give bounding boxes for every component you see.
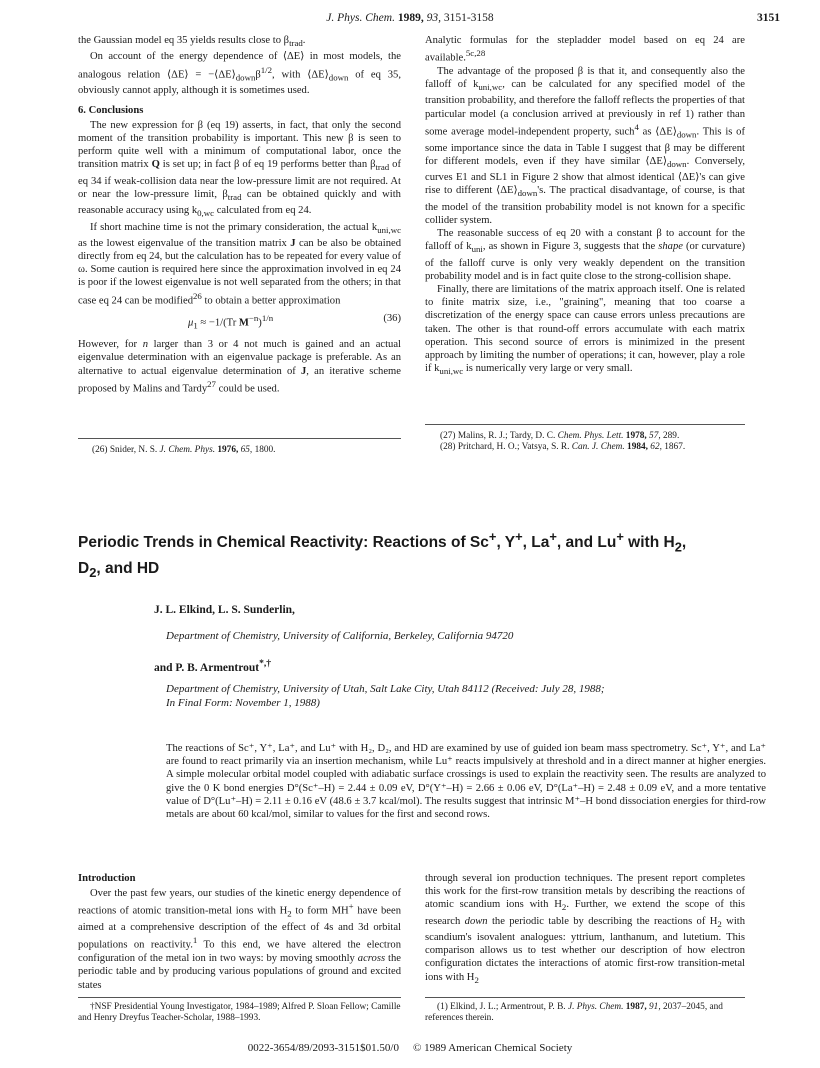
footnotes-27-28 (440, 431, 745, 453)
paragraph: However, for n larger than 3 or 4 not much is gained and an actual eigenvalue determination with an eigenvalue package is preferable. As an alternative to actual eigenvalue determination of J, an iterative scheme proposed by Malins and Tardy$^{27}$ could be used. (78, 339, 401, 395)
article-code: 0022-3654/89/2093-3151$01.50/0 (247, 1042, 399, 1054)
running-header (0, 12, 820, 24)
paragraph: Analytic formulas for the stepladder model based on eq 24 are available.$^{5c,28}$ (425, 35, 745, 64)
paragraph: The advantage of the proposed β is that it, and consequently also the falloff of $k_{uni,wc}$, can be calculated for any specified model of the transition probability, and therefore the falloff reflects the properties of that particular model (a conclusion arrived at previously in ref 1) rather than some average model-independent property, such$^4$ as $⟨\Delta E⟩_{down}$. This is of some importance since the data in Table I suggest that β may be different for different models, even if they have similar $⟨\Delta E⟩_{down}$. Conversely, curves E1 and SL1 in Figure 2 show that almost identical ⟨ΔE⟩'s can give rise to different $⟨\Delta E⟩_{down}'s$. The practical disadvantage, of course, is that the model of the transition probability model is not known for a specific collider system. (425, 65, 746, 226)
abstract-text: The reactions of Sc⁺, Y⁺, La⁺, and Lu⁺ with H₂, D₂, and HD are examined by use of guided ion beam mass spectrometry. Sc⁺, Y⁺, and La⁺ are found to react primarily via an insertion mechanism, while Lu⁺ reacts impulsively at threshold and in a direct manner at higher energies. A simple molecular orbital model coupled with adiabatic surface crossings is used to explain the reactivity seen. The results are analyzed to give the 0 K bond energies D°(Sc⁺–H) = 2.44 ± 0.09 eV, D°(Y⁺–H) = 2.66 ± 0.06 eV, D°(La⁺–H) = 2.48 ± 0.09 eV, and a more tentative value of D°(Lu⁺–H) = 2.11 ± 0.16 eV (48.6 ± 3.7 kcal/mol). The results suggest that intrinsic M⁺–H bond dissociation energies for third-row metals are about 60 kcal/mol, similar to values for the first and second rows. (166, 743, 766, 821)
article-title: Periodic Trends in Chemical Reactivity: Reactions of Sc+, Y+, La+, and Lu+ with $H_2$, $D_2$, and HD (78, 529, 687, 581)
intro-left-column (78, 872, 401, 992)
authors-line-2: and P. B. Armentrout*,† (154, 658, 272, 674)
footnote-rule (78, 997, 401, 998)
section-heading: 6. Conclusions (78, 104, 144, 116)
equation-36: $\mu_1 \approx -1/(Tr$ $M^{-n})^{1/n}$ (36) (78, 312, 401, 333)
paragraph: If short machine time is not the primary consideration, the actual $k_{uni,wc}$ as the lowest eigenvalue of the transition matrix J can be also be obtained directly from eq 24, but the calculation has to be repeated for every value of ω. Some caution is required here since the approximation involved in eq 24 is poor if the lowest eigenvalue is not well separated from the others; in that case eq 24 can be modified$^{26}$ to obtain a better approximation (78, 221, 402, 307)
footnote-rule (425, 424, 745, 425)
section-heading: Introduction (78, 873, 136, 884)
paragraph: Over the past few years, our studies of the kinetic energy dependence of reactions of atomic transition-metal ions with $H_2$ to form MH+ have been aimed at a comprehensive description of the effect of 4s and 3d orbital populations on reactivity.$^1$ To this end, we have altered the electron configuration of the metal ion in two ways: by moving smoothly across the periodic table and by producing various populations of ground and excited states (78, 888, 401, 991)
top-right-column (425, 34, 745, 379)
copyright: © 1989 American Chemical Society (412, 1042, 573, 1054)
journal-volume: 93, (426, 12, 441, 24)
paragraph: through several ion production techniques. The present report completes this work for the first-row transition metals by describing the reactions of atomic scandium ions with $H_2$. Further, we extend the scope of this research down the periodic table by describing the reactions of $H_2$ with scandium's isovalent analogues: yttrium, lanthanum, and lutetium. This comparison allows us to test whether our description of how electron configuration dictates the interactions of atomic first-row transition-metal ions with $H_2$ (425, 873, 745, 985)
authors-line-1: J. L. Elkind, L. S. Sunderlin, (154, 604, 295, 616)
paragraph: The new expression for β (eq 19) asserts, in fact, that only the second moment of the transition probability is important. This new β is seen to perform quite well with a minimum of computational labor, once the transition matrix Q is set up; in fact β of eq 19 performs better than $\beta_{trad}$ of eq 34 if weak-collision data near the low-pressure limit are not required. At or near the low-pressure limit, $\beta_{trad}$ can be obtained quickly and with reasonable accuracy using $k_{0,wc}$ calculated from eq 24. (78, 119, 401, 219)
affiliation-utah: Department of Chemistry, University of Utah, Salt Lake City, Utah 84112 (Received: July 28, 1988; In Final Form: November 1, 1988) (166, 683, 605, 709)
intro-right-column (425, 872, 745, 987)
footnote-rule (425, 997, 745, 998)
journal-pages: 3151-3158 (443, 12, 494, 24)
abstract (166, 742, 766, 821)
footnote-rule (78, 438, 401, 439)
top-left-column (78, 34, 401, 396)
footnote-28: (28) Pritchard, H. O.; Vatsya, S. R. Can. J. Chem. 1984, 62, 1867. (440, 442, 686, 453)
page-footer (0, 1042, 820, 1054)
page-number: 3151 (757, 12, 780, 24)
footnote-1: (1) Elkind, J. L.; Armentrout, P. B. J. Phys. Chem. 1987, 91, 2037–2045, and references therein. (425, 1002, 723, 1024)
affiliation-berkeley: Department of Chemistry, University of California, Berkeley, California 94720 (166, 630, 514, 642)
paragraph: The reasonable success of eq 20 with a constant β to account for the falloff of $k_{uni}$, as shown in Figure 3, suggests that the shape (or curvature) of the falloff curve is only very weakly dependent on the transition probability model and is in fact quite close to the strong-collision shape. (425, 228, 745, 282)
paragraph: the Gaussian model eq 35 yields results close to $\beta_{trad}$. (78, 35, 306, 49)
paragraph: Finally, there are limitations of the matrix approach itself. One is related to finite matrix size, i.e., "graining", meaning that too coarse a discretization of the energy space can cause errors unless precautions are taken. The other is that round-off errors accumulate with each matrix operation. This second source of errors is minimized in the present approach by limiting the number of operations; it can, however, play a role if $k_{uni,wc}$ is numerically very large or very small. (425, 284, 745, 377)
footnote-26: (26) Snider, N. S. J. Chem. Phys. 1976, 65, 1800. (92, 445, 276, 455)
paragraph: On account of the energy dependence of ⟨ΔE⟩ in most models, the analogous relation ⟨ΔE⟩ = $-⟨\Delta E⟩_{down}\beta^{1/2}$, with $⟨\Delta E⟩_{down}$ of eq 35, obviously cannot apply, although it is sometimes used. (78, 51, 402, 97)
equation-number: (36) (383, 313, 401, 325)
footnote-dagger: †NSF Presidential Young Investigator, 1984–1989; Alfred P. Sloan Fellow; Camille and Henry Dreyfus Teacher-Scholar, 1988–1993. (78, 1002, 401, 1024)
footnote-27: (27) Malins, R. J.; Tardy, D. C. Chem. Phys. Lett. 1978, 57, 289. (440, 431, 680, 441)
journal-name: J. Phys. Chem. (326, 12, 395, 24)
journal-year: 1989, (397, 12, 424, 24)
